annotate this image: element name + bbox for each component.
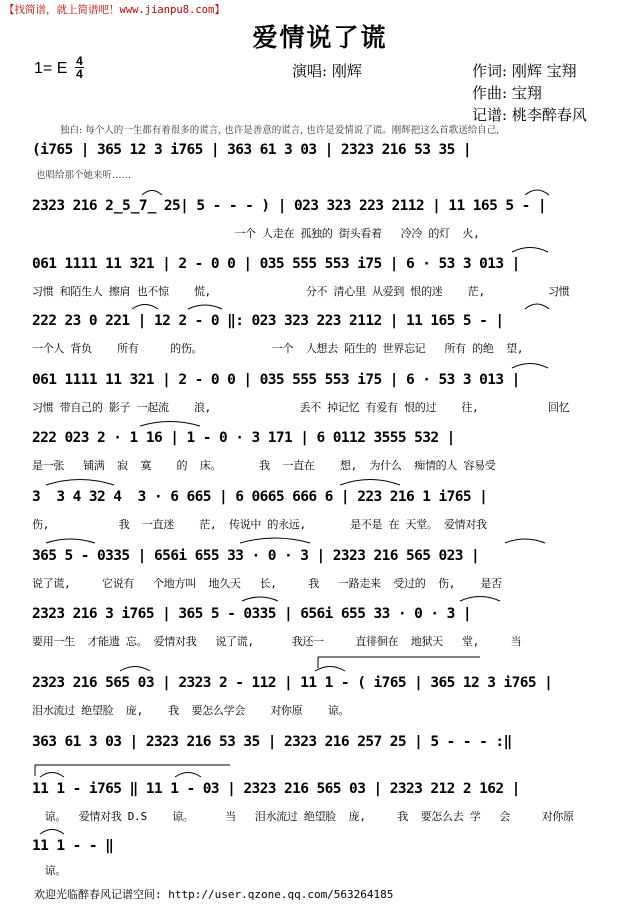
staff-11-notes: 363 61 3 03 | 2323 216 53 35 | 2323 216 257 25 | 5 - - - :‖: [32, 734, 512, 750]
slur: [40, 830, 64, 835]
slur: [512, 248, 548, 253]
meter-top: 4: [76, 54, 83, 68]
staff-10-notes: 2323 216 565 03 | 2323 2 - 112 | 11 1 - ( i765 | 365 12 3 i765 |: [32, 675, 553, 691]
staff-9-lyrics: 要用一生 才能遗 忘。 爱情对我 说了谎, 我还一 直徘徊在 地狱天 堂, 当: [32, 635, 522, 648]
slur: [460, 597, 500, 602]
staff-3-lyrics: 习惯 和陌生人 擦肩 也不惊 慌, 分不 清心里 从爱到 恨的迷 茫, 习惯: [32, 285, 570, 298]
slur: [40, 773, 64, 778]
staff-13-lyrics: 谅。: [32, 864, 67, 877]
time-signature: [75, 55, 84, 80]
staff-3-notes: 061 1111 11 321 | 2 - 0 0 | 035 555 553 i75 | 6 · 53 3 013 |: [32, 256, 520, 272]
slur: [240, 538, 310, 543]
staff-2-lyrics: 一个 人走在 孤独的 街头看着 冷冷 的灯 火,: [32, 227, 480, 240]
key-signature: 1= E: [34, 60, 68, 77]
composer-credit: 作曲: 宝翔: [472, 84, 542, 102]
slur: [175, 773, 201, 778]
staff-10-lyrics: 泪水流过 绝望脸 庞, 我 要怎么学会 对你原 谅。: [32, 704, 350, 717]
staff-7-notes: 3 3 4 32 4 3 · 6 665 | 6 0665 666 6 | 223 216 1 i765 |: [32, 489, 488, 505]
meter-bottom: 4: [76, 67, 83, 81]
staff-9-notes: 2323 216 3 i765 | 365 5 - 0335 | 656i 655 33 · 0 · 3 |: [32, 606, 472, 622]
song-title: 爱情说了谎: [252, 23, 388, 52]
slur: [188, 305, 222, 309]
site-link[interactable]: 【找简谱，就上简谱吧！www.jianpu8.com】: [4, 4, 225, 16]
slur: [525, 304, 549, 309]
intro-monologue: 独白: 每个人的一生都有着很多的谎言, 也许是善意的谎言, 也许是爱情说了谎。刚辉把这么首歌送给自己,: [60, 125, 500, 136]
slur: [132, 305, 158, 310]
staff-8-notes: 365 5 - 0335 | 656i 655 33 · 0 · 3 | 2323 216 565 023 |: [32, 548, 480, 564]
staff-7-lyrics: 伤, 我 一直迷 茫, 传说中 的永远, 是不是 在 天堂。 爱情对我: [32, 518, 487, 531]
staff-2-notes: 2323 216 2̲5̲7̲ 25| 5 - - - ) | 023 323 223 2112 | 11 165 5 - |: [32, 198, 546, 214]
lyricist-credit: 作词: 刚辉 宝翔: [472, 62, 577, 80]
slur: [525, 190, 549, 195]
staff-13-notes: 11 1 - - ‖: [32, 838, 114, 854]
staff-6-lyrics: 是一张 铺满 寂 寞 的 床。 我 一直在 想, 为什么 痴情的人 容易受: [32, 459, 496, 472]
staff-5-lyrics: 习惯 带自己的 影子 一起流 浪, 丢不 掉记忆 有爱有 恨的过 往, 回忆: [32, 401, 570, 414]
transcriber-credit: 记谱: 桃李醉春风: [472, 106, 587, 124]
slur: [142, 191, 162, 196]
slur: [120, 667, 150, 672]
slur: [242, 597, 278, 601]
staff-4-lyrics: 一个人 背负 所有 的伤。 一个 人想去 陌生的 世界忘记 所有 的绝 望,: [32, 342, 524, 355]
staff-4-notes: 222 23 0 221 | 12 2 - 0 ‖: 023 323 223 2112 | 11 165 5 - |: [32, 313, 504, 329]
staff-6-notes: 222 023 2 · 1 16 | 1 - 0 · 3 171 | 6 0112 3555 532 |: [32, 430, 455, 446]
slur: [340, 480, 400, 486]
slur: [505, 539, 545, 543]
slur: [46, 480, 114, 486]
staff-12-lyrics: 谅。 爱情对我 D.S 谅。 当 泪水流过 绝望脸 庞, 我 要怎么去 学 会 对你原: [32, 810, 574, 823]
slur: [140, 422, 200, 427]
slur: [512, 364, 548, 369]
staff-12-notes: 11 1 - i765 ‖ 11 1 - 03 | 2323 216 565 03 | 2323 212 2 162 |: [32, 781, 520, 797]
singer-credit: 演唱: 刚辉: [292, 62, 362, 80]
staff-5-notes: 061 1111 11 321 | 2 - 0 0 | 035 555 553 i75 | 6 · 53 3 013 |: [32, 372, 520, 388]
footer-link[interactable]: 欢迎光临醉春风记谱空间: http://user.qzone.qq.com/563264185: [34, 888, 394, 901]
staff-1-notes: (i765 | 365 12 3 i765 | 363 61 3 03 | 2323 216 53 35 |: [32, 142, 472, 158]
staff-8-lyrics: 说了谎, 它说有 个地方叫 地久天 长, 我 一路走来 受过的 伤, 是否: [32, 577, 502, 590]
slur: [46, 539, 95, 543]
intro-monologue-cont: 也唱给那个她来听……: [36, 170, 132, 181]
slur: [315, 667, 345, 672]
